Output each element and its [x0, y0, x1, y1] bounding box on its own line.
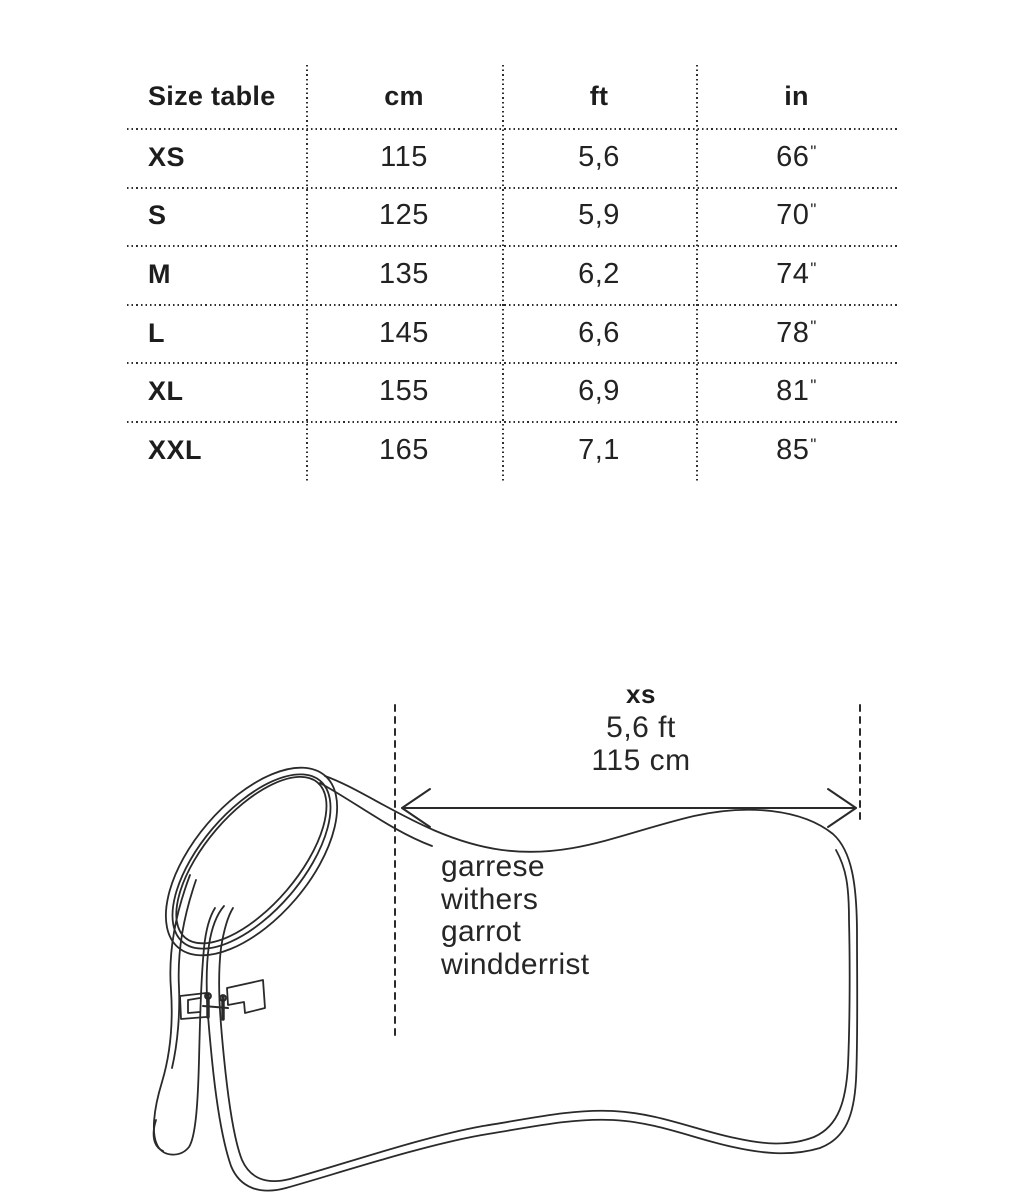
rug-body-outline [207, 776, 858, 1191]
header-cm: cm [384, 81, 424, 111]
cm-cell: 155 [379, 375, 429, 408]
ft-cell: 6,2 [578, 257, 620, 290]
size-cell: XL [148, 376, 184, 407]
dimension-arrow [402, 789, 856, 827]
in-cell: 78" [776, 316, 817, 349]
ft-cell: 6,9 [578, 375, 620, 408]
size-cell: L [148, 317, 165, 348]
dimension-annotation [395, 678, 887, 777]
cm-cell: 145 [379, 316, 429, 349]
front-strap-right [227, 980, 265, 1013]
header-size-table: Size table [148, 81, 276, 111]
size-cell: S [148, 200, 167, 231]
measure-label: garrot [441, 915, 522, 948]
inch-mark: " [810, 375, 817, 395]
size-cell: XS [148, 141, 186, 172]
measure-label: withers [441, 882, 539, 916]
measure-label: windderrist [441, 947, 590, 981]
in-cell: 81" [776, 375, 817, 408]
in-cell: 70" [776, 199, 817, 232]
inch-mark: " [810, 141, 817, 161]
neck-opening-ring [134, 738, 369, 985]
cm-cell: 135 [379, 257, 429, 290]
header-ft: ft [589, 81, 609, 111]
measure-label: garrese [441, 850, 545, 883]
ft-cell: 7,1 [578, 433, 620, 466]
header-in: in [784, 81, 809, 111]
buckle-hardware [203, 993, 228, 1019]
dimension-size-label: xs [626, 679, 656, 709]
chest-flap-inner-line [172, 880, 196, 1068]
in-cell: 85" [776, 433, 817, 466]
chest-flap-outline [154, 875, 215, 1155]
ft-cell: 6,6 [578, 316, 620, 349]
dimension-cm-value: 115 cm [591, 744, 691, 777]
in-cell: 66" [776, 140, 817, 173]
in-cell: 74" [776, 257, 817, 290]
cm-cell: 165 [379, 433, 429, 466]
dimension-ft-value: 5,6 ft [606, 711, 676, 744]
inch-mark: " [810, 434, 817, 454]
withers-labels [441, 851, 589, 981]
size-cell: M [148, 258, 171, 289]
cm-cell: 115 [380, 140, 428, 173]
size-cell: XXL [148, 434, 203, 465]
ft-cell: 5,9 [578, 199, 620, 232]
cm-cell: 125 [379, 199, 429, 232]
inch-mark: " [810, 317, 817, 337]
inch-mark: " [810, 258, 817, 278]
inch-mark: " [810, 200, 817, 220]
ft-cell: 5,6 [578, 140, 620, 173]
